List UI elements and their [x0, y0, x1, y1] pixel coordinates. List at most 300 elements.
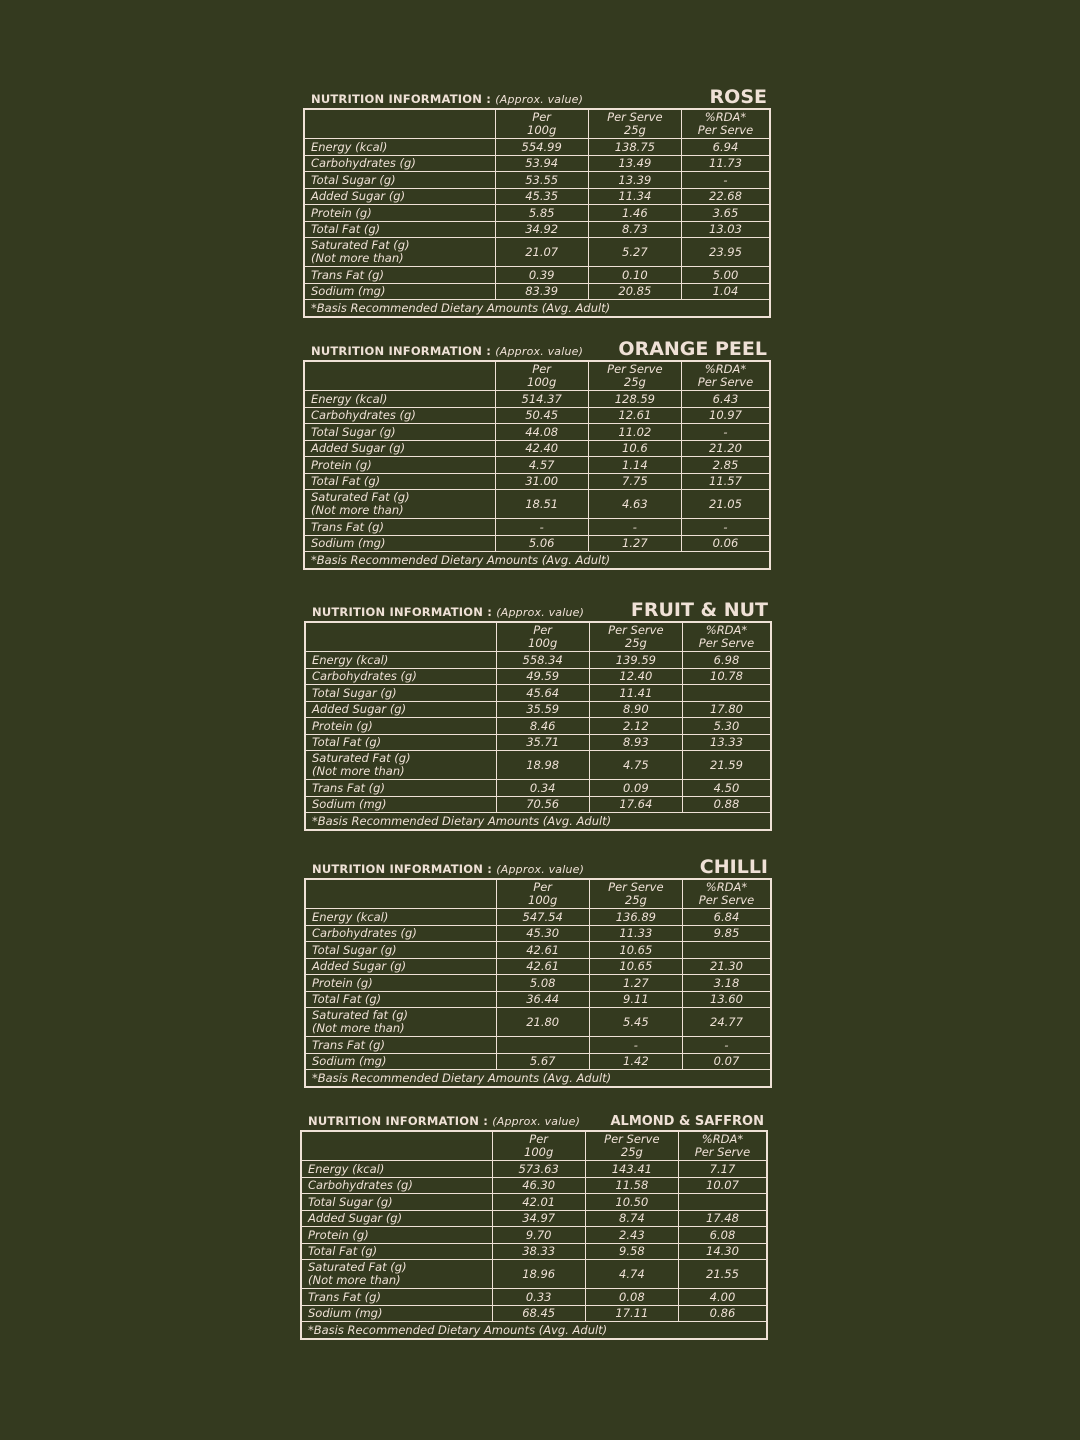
value-rda: 7.17	[678, 1161, 767, 1178]
value-per-100g: 38.33	[492, 1243, 585, 1260]
value-per-100g: 45.64	[496, 685, 589, 702]
value-per-100g: 83.39	[495, 283, 588, 300]
table-header-row	[304, 109, 770, 139]
nutrient-label	[301, 1260, 492, 1289]
nutrient-name: Carbohydrates (g)	[311, 408, 416, 423]
nutrient-label	[305, 685, 496, 702]
nutrient-name: Trans Fat (g)	[308, 1289, 381, 1304]
value-rda	[682, 942, 771, 959]
panel-header	[304, 856, 772, 878]
table-row	[304, 155, 770, 172]
value-rda: 10.07	[678, 1177, 767, 1194]
footnote-row	[304, 300, 770, 317]
table-row	[305, 1037, 771, 1054]
value-per-serve: 138.75	[588, 139, 681, 156]
value-rda: 11.73	[681, 155, 770, 172]
nutrient-label	[305, 1037, 496, 1054]
value-rda: 14.30	[678, 1243, 767, 1260]
value-per-100g: 42.40	[495, 440, 588, 457]
table-row	[304, 490, 770, 519]
table-row	[305, 925, 771, 942]
value-per-100g: 34.92	[495, 221, 588, 238]
nutrient-label	[305, 909, 496, 926]
value-per-serve: 20.85	[588, 283, 681, 300]
table-row	[305, 751, 771, 780]
nutrient-name: Sodium (mg)	[311, 284, 386, 299]
value-rda: 4.00	[678, 1289, 767, 1306]
value-per-serve: 7.75	[588, 473, 681, 490]
panel-heading	[311, 344, 583, 358]
value-rda: 6.94	[681, 139, 770, 156]
nutrition-table	[303, 360, 771, 570]
nutrient-label	[301, 1243, 492, 1260]
value-per-serve: 11.33	[589, 925, 682, 942]
value-per-100g: 36.44	[496, 991, 589, 1008]
footnote: *Basis Recommended Dietary Amounts (Avg. Adult)	[304, 300, 770, 317]
table-row	[304, 188, 770, 205]
nutrient-name: Total Fat (g)	[311, 222, 381, 237]
nutrient-label	[304, 424, 495, 441]
nutrient-name: Protein (g)	[312, 975, 373, 990]
value-per-100g: 42.61	[496, 942, 589, 959]
table-row	[304, 391, 770, 408]
nutrient-name: Energy (kcal)	[312, 909, 389, 924]
table-row	[305, 942, 771, 959]
nutrient-label	[305, 942, 496, 959]
value-per-serve: 4.75	[589, 751, 682, 780]
table-row	[304, 424, 770, 441]
value-rda: 21.20	[681, 440, 770, 457]
nutrition-table	[304, 878, 772, 1088]
value-per-serve: -	[589, 1037, 682, 1054]
value-rda: 6.08	[678, 1227, 767, 1244]
nutrient-label	[301, 1161, 492, 1178]
table-row	[305, 1008, 771, 1037]
nutrient-name: Added Sugar (g)	[308, 1211, 403, 1226]
value-per-100g: 0.39	[495, 267, 588, 284]
value-per-serve: 2.12	[589, 718, 682, 735]
nutrient-label	[304, 267, 495, 284]
value-rda: 21.55	[678, 1260, 767, 1289]
nutrient-name: Protein (g)	[312, 718, 373, 733]
approx-note: (Approx. value)	[492, 1115, 581, 1128]
footnote: *Basis Recommended Dietary Amounts (Avg. Adult)	[304, 552, 770, 569]
value-rda: -	[682, 1037, 771, 1054]
header-rda: %RDA* Per Serve	[682, 879, 771, 909]
panel-heading	[308, 1114, 580, 1128]
value-per-100g: -	[495, 519, 588, 536]
table-row	[304, 535, 770, 552]
value-rda: 3.65	[681, 205, 770, 222]
nutrient-name: Added Sugar (g)	[311, 441, 406, 456]
table-row	[301, 1243, 767, 1260]
nutrient-label	[305, 652, 496, 669]
header-per-serve: Per Serve 25g	[588, 361, 681, 391]
header-per-100g: Per 100g	[492, 1131, 585, 1161]
footnote: *Basis Recommended Dietary Amounts (Avg. Adult)	[305, 1070, 771, 1087]
header-nutrient	[301, 1131, 492, 1161]
value-per-serve: 11.02	[588, 424, 681, 441]
value-per-100g: 21.07	[495, 238, 588, 267]
approx-note: (Approx. value)	[495, 345, 584, 358]
nutrient-label	[304, 205, 495, 222]
nutrient-name: Total Fat (g)	[312, 992, 382, 1007]
nutrition-panel-1	[303, 338, 771, 570]
nutrient-name: Energy (kcal)	[308, 1161, 385, 1176]
nutrient-name: Energy (kcal)	[312, 652, 389, 667]
value-rda: 0.07	[682, 1053, 771, 1070]
value-per-serve: 11.41	[589, 685, 682, 702]
value-per-serve: 143.41	[585, 1161, 678, 1178]
sat-fat-note: (Not more than)	[312, 1021, 405, 1035]
value-rda: -	[681, 519, 770, 536]
value-per-serve: 139.59	[589, 652, 682, 669]
table-row	[304, 238, 770, 267]
product-name: ROSE	[709, 86, 767, 108]
value-per-serve: 8.90	[589, 701, 682, 718]
nutrient-name: Sodium (mg)	[312, 797, 387, 812]
nutrient-name: Total Sugar (g)	[308, 1194, 393, 1209]
table-row	[301, 1161, 767, 1178]
value-rda: 6.84	[682, 909, 771, 926]
nutrient-name: Added Sugar (g)	[312, 702, 407, 717]
table-row	[305, 652, 771, 669]
value-per-100g: 35.71	[496, 734, 589, 751]
nutrition-panel-3	[304, 856, 772, 1088]
nutrient-label	[305, 1008, 496, 1037]
nutrient-label	[305, 734, 496, 751]
table-row	[305, 909, 771, 926]
nutrient-name: Carbohydrates (g)	[312, 926, 417, 941]
nutrient-name: Total Sugar (g)	[311, 424, 396, 439]
table-row	[304, 457, 770, 474]
table-row	[304, 473, 770, 490]
value-rda: 0.06	[681, 535, 770, 552]
panel-heading	[312, 862, 584, 876]
value-per-serve: 0.08	[585, 1289, 678, 1306]
nutrient-name: Total Sugar (g)	[312, 685, 397, 700]
nutrition-table	[304, 621, 772, 831]
nutrient-name: Sodium (mg)	[311, 536, 386, 551]
nutrient-label	[305, 796, 496, 813]
table-header-row	[304, 361, 770, 391]
nutrient-name: Energy (kcal)	[311, 139, 388, 154]
footnote-row	[305, 813, 771, 830]
table-row	[304, 267, 770, 284]
value-per-100g: 18.51	[495, 490, 588, 519]
heading-text: NUTRITION INFORMATION :	[312, 862, 493, 876]
heading-text: NUTRITION INFORMATION :	[311, 92, 492, 106]
value-rda: 17.48	[678, 1210, 767, 1227]
value-rda: 0.88	[682, 796, 771, 813]
nutrient-label	[305, 668, 496, 685]
value-per-100g: 31.00	[495, 473, 588, 490]
panel-header	[303, 86, 771, 108]
value-per-serve: 136.89	[589, 909, 682, 926]
value-rda: 11.57	[681, 473, 770, 490]
value-per-serve: 10.65	[589, 958, 682, 975]
table-row	[304, 519, 770, 536]
table-row	[301, 1210, 767, 1227]
value-rda: 4.50	[682, 780, 771, 797]
table-row	[301, 1305, 767, 1322]
nutrient-label	[305, 925, 496, 942]
nutrient-label	[301, 1194, 492, 1211]
value-rda: 5.00	[681, 267, 770, 284]
value-rda	[678, 1194, 767, 1211]
table-row	[305, 734, 771, 751]
table-row	[305, 796, 771, 813]
nutrient-label	[304, 391, 495, 408]
value-rda	[682, 685, 771, 702]
nutrient-label	[305, 958, 496, 975]
value-per-serve: 8.74	[585, 1210, 678, 1227]
value-per-serve: 13.39	[588, 172, 681, 189]
nutrition-panel-0	[303, 86, 771, 318]
nutrient-name: Trans Fat (g)	[312, 1037, 385, 1052]
value-per-100g: 18.96	[492, 1260, 585, 1289]
value-per-100g: 554.99	[495, 139, 588, 156]
panel-heading	[311, 92, 583, 106]
value-rda: 10.97	[681, 407, 770, 424]
approx-note: (Approx. value)	[496, 606, 585, 619]
value-rda: 21.30	[682, 958, 771, 975]
header-rda: %RDA* Per Serve	[681, 361, 770, 391]
table-row	[305, 685, 771, 702]
header-nutrient	[304, 109, 495, 139]
header-per-serve: Per Serve 25g	[589, 879, 682, 909]
value-rda: 21.59	[682, 751, 771, 780]
value-per-100g: 70.56	[496, 796, 589, 813]
header-nutrient	[305, 879, 496, 909]
footnote-row	[301, 1322, 767, 1339]
value-per-serve: 1.46	[588, 205, 681, 222]
table-row	[304, 205, 770, 222]
nutrient-name: Protein (g)	[311, 205, 372, 220]
value-rda: 22.68	[681, 188, 770, 205]
table-row	[304, 172, 770, 189]
value-rda: 23.95	[681, 238, 770, 267]
value-per-100g: 547.54	[496, 909, 589, 926]
value-per-100g: 45.35	[495, 188, 588, 205]
value-per-serve: 4.63	[588, 490, 681, 519]
nutrition-panel-4	[300, 1108, 768, 1340]
table-row	[304, 221, 770, 238]
footnote-row	[304, 552, 770, 569]
product-name: ALMOND & SAFFRON	[610, 1114, 764, 1129]
nutrient-label	[304, 440, 495, 457]
table-row	[301, 1177, 767, 1194]
value-per-100g: 5.06	[495, 535, 588, 552]
value-per-100g: 46.30	[492, 1177, 585, 1194]
nutrition-table	[303, 108, 771, 318]
value-per-100g: 9.70	[492, 1227, 585, 1244]
table-row	[305, 668, 771, 685]
panel-header	[304, 599, 772, 621]
value-per-serve: 5.27	[588, 238, 681, 267]
table-row	[301, 1289, 767, 1306]
header-per-serve: Per Serve 25g	[588, 109, 681, 139]
table-row	[305, 701, 771, 718]
value-rda: 13.33	[682, 734, 771, 751]
footnote: *Basis Recommended Dietary Amounts (Avg. Adult)	[301, 1322, 767, 1339]
table-row	[301, 1260, 767, 1289]
sat-fat-note: (Not more than)	[312, 764, 405, 778]
nutrient-label	[304, 407, 495, 424]
nutrient-label	[304, 283, 495, 300]
value-per-100g: 35.59	[496, 701, 589, 718]
header-rda: %RDA* Per Serve	[682, 622, 771, 652]
heading-text: NUTRITION INFORMATION :	[311, 344, 492, 358]
nutrient-label	[305, 701, 496, 718]
nutrient-label	[305, 1053, 496, 1070]
nutrient-name: Protein (g)	[308, 1227, 369, 1242]
header-nutrient	[304, 361, 495, 391]
value-per-100g: 18.98	[496, 751, 589, 780]
nutrient-label	[301, 1210, 492, 1227]
value-per-100g: 53.94	[495, 155, 588, 172]
nutrient-name: Total Fat (g)	[312, 735, 382, 750]
value-per-serve: 1.42	[589, 1053, 682, 1070]
value-per-serve: 10.6	[588, 440, 681, 457]
product-name: ORANGE PEEL	[618, 338, 767, 360]
table-header-row	[305, 622, 771, 652]
value-rda: 1.04	[681, 283, 770, 300]
header-rda: %RDA* Per Serve	[681, 109, 770, 139]
value-per-100g: 42.61	[496, 958, 589, 975]
value-per-100g	[496, 1037, 589, 1054]
value-per-100g: 44.08	[495, 424, 588, 441]
nutrient-label	[304, 172, 495, 189]
nutrient-label	[304, 238, 495, 267]
value-rda: 5.30	[682, 718, 771, 735]
table-header-row	[301, 1131, 767, 1161]
nutrition-table	[300, 1130, 768, 1340]
header-per-100g: Per 100g	[496, 622, 589, 652]
value-per-100g: 42.01	[492, 1194, 585, 1211]
value-per-serve: 12.40	[589, 668, 682, 685]
table-row	[301, 1194, 767, 1211]
value-per-serve: 5.45	[589, 1008, 682, 1037]
value-per-serve: 128.59	[588, 391, 681, 408]
header-per-serve: Per Serve 25g	[585, 1131, 678, 1161]
approx-note: (Approx. value)	[496, 863, 585, 876]
table-row	[304, 407, 770, 424]
nutrient-name: Trans Fat (g)	[311, 519, 384, 534]
value-rda: 13.03	[681, 221, 770, 238]
value-per-serve: 1.14	[588, 457, 681, 474]
nutrient-label	[304, 457, 495, 474]
value-rda: 6.98	[682, 652, 771, 669]
nutrient-label	[304, 519, 495, 536]
header-per-serve: Per Serve 25g	[589, 622, 682, 652]
nutrient-label	[304, 155, 495, 172]
value-per-serve: 9.11	[589, 991, 682, 1008]
nutrient-name: Trans Fat (g)	[311, 267, 384, 282]
nutrient-name: Sodium (mg)	[308, 1306, 383, 1321]
value-rda: -	[681, 172, 770, 189]
value-per-100g: 49.59	[496, 668, 589, 685]
value-rda: 24.77	[682, 1008, 771, 1037]
sat-fat-note: (Not more than)	[308, 1273, 401, 1287]
heading-text: NUTRITION INFORMATION :	[308, 1114, 489, 1128]
table-row	[305, 718, 771, 735]
value-per-serve: 11.58	[585, 1177, 678, 1194]
value-per-serve: 10.50	[585, 1194, 678, 1211]
value-per-100g: 5.08	[496, 975, 589, 992]
table-row	[305, 780, 771, 797]
value-rda: 9.85	[682, 925, 771, 942]
value-per-serve: 8.73	[588, 221, 681, 238]
value-per-serve: 1.27	[588, 535, 681, 552]
sat-fat-note: (Not more than)	[311, 251, 404, 265]
panel-header	[300, 1108, 768, 1130]
value-per-100g: 8.46	[496, 718, 589, 735]
value-per-100g: 21.80	[496, 1008, 589, 1037]
value-per-100g: 573.63	[492, 1161, 585, 1178]
nutrient-name: Total Sugar (g)	[311, 172, 396, 187]
nutrient-name: Saturated Fat (g)	[308, 1260, 407, 1274]
value-per-serve: 9.58	[585, 1243, 678, 1260]
nutrient-name: Trans Fat (g)	[312, 780, 385, 795]
value-per-100g: 50.45	[495, 407, 588, 424]
value-rda: 21.05	[681, 490, 770, 519]
value-per-serve: 0.09	[589, 780, 682, 797]
value-per-serve: -	[588, 519, 681, 536]
table-header-row	[305, 879, 771, 909]
nutrition-panel-2	[304, 599, 772, 831]
nutrient-label	[304, 535, 495, 552]
nutrient-label	[301, 1177, 492, 1194]
table-row	[304, 283, 770, 300]
header-nutrient	[305, 622, 496, 652]
nutrient-name: Protein (g)	[311, 457, 372, 472]
table-row	[301, 1227, 767, 1244]
approx-note: (Approx. value)	[495, 93, 584, 106]
value-per-100g: 5.85	[495, 205, 588, 222]
table-row	[304, 139, 770, 156]
nutrient-label	[305, 975, 496, 992]
nutrient-label	[304, 221, 495, 238]
value-rda: 13.60	[682, 991, 771, 1008]
footnote: *Basis Recommended Dietary Amounts (Avg. Adult)	[305, 813, 771, 830]
nutrient-label	[305, 751, 496, 780]
value-per-100g: 68.45	[492, 1305, 585, 1322]
nutrient-name: Added Sugar (g)	[311, 189, 406, 204]
product-name: CHILLI	[699, 856, 768, 878]
table-row	[305, 991, 771, 1008]
value-per-serve: 8.93	[589, 734, 682, 751]
value-per-serve: 12.61	[588, 407, 681, 424]
nutrient-name: Energy (kcal)	[311, 391, 388, 406]
nutrient-label	[305, 718, 496, 735]
value-per-serve: 17.64	[589, 796, 682, 813]
value-per-serve: 1.27	[589, 975, 682, 992]
value-rda: 3.18	[682, 975, 771, 992]
value-per-100g: 53.55	[495, 172, 588, 189]
nutrient-label	[301, 1305, 492, 1322]
footnote-row	[305, 1070, 771, 1087]
value-rda: 10.78	[682, 668, 771, 685]
value-per-100g: 0.34	[496, 780, 589, 797]
nutrient-label	[305, 780, 496, 797]
nutrient-label	[301, 1227, 492, 1244]
value-per-serve: 0.10	[588, 267, 681, 284]
table-row	[304, 440, 770, 457]
value-per-100g: 0.33	[492, 1289, 585, 1306]
nutrient-name: Saturated Fat (g)	[312, 751, 411, 765]
nutrient-name: Added Sugar (g)	[312, 959, 407, 974]
